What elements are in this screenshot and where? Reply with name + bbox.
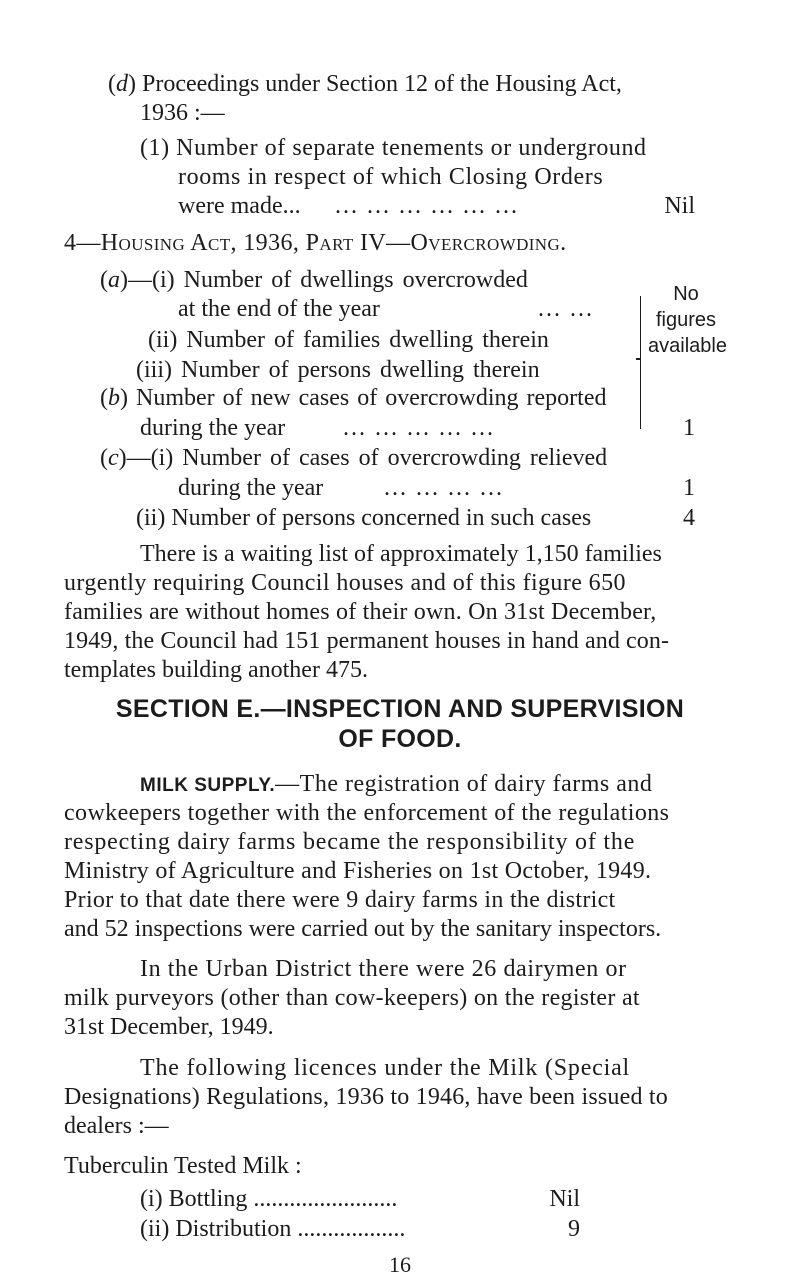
- section-4b-line2: during the year: [140, 415, 286, 441]
- section-4a-line2: at the end of the year: [178, 296, 380, 322]
- section-4c-ii-value: 4: [683, 505, 695, 531]
- label-letter: c: [108, 445, 119, 471]
- milk-para2-line2: milk purveyors (other than cow-keepers) on the register at: [64, 985, 640, 1011]
- section-e-heading-line1: SECTION E.—INSPECTION AND SUPERVISION: [115, 695, 685, 723]
- tt-item-distribution: [140, 1215, 405, 1244]
- section-4c-line2: during the year: [178, 475, 324, 501]
- label-open: (: [100, 267, 108, 293]
- section-d-title-text: Proceedings under Section 12 of the Housing Act,: [136, 71, 622, 97]
- milk-para1-line1: [140, 770, 652, 800]
- milk-para2-line1: In the Urban District there were 26 dairymen or: [140, 956, 627, 982]
- waiting-para-line4: 1949, the Council had 151 permanent houses in hand and con-: [64, 628, 670, 654]
- milk-para1-line4: Ministry of Agriculture and Fisheries on 1st October, 1949.: [64, 858, 652, 884]
- waiting-para-line5: templates building another 475.: [64, 657, 368, 683]
- section-4c-dots: ... ... ... ...: [384, 475, 504, 501]
- section-4b-dots: ... ... ... ... ...: [343, 415, 495, 441]
- section-4b-text: ) Number of new cases of overcrowding reported: [120, 385, 607, 411]
- brace-note-line1: No: [673, 283, 699, 305]
- tt-item-label: (i) Bottling: [140, 1186, 248, 1212]
- tt-milk-heading: Tuberculin Tested Milk :: [64, 1153, 302, 1179]
- section-d-item1-dots: ... ... ... ... ... ...: [335, 193, 519, 219]
- section-4c-value: 1: [683, 475, 695, 501]
- section-4-heading: 4—Housing Act, 1936, Part IV—Overcrowding.: [64, 230, 567, 256]
- brace-tip: [636, 358, 641, 360]
- tt-item-distribution-value: 9: [568, 1216, 580, 1242]
- section-4b-line1: [100, 384, 607, 413]
- brace-note-line3: available: [648, 335, 727, 357]
- milk-para3-line2: Designations) Regulations, 1936 to 1946, have been issued to: [64, 1084, 668, 1110]
- milk-para1-line2: cowkeepers together with the enforcement of the regulations: [64, 800, 670, 826]
- section-d-title-line2: 1936 :—: [140, 100, 225, 126]
- tt-item-dots: ..................: [291, 1216, 406, 1242]
- brace-note-line2: figures: [655, 309, 717, 331]
- section-4a-dots: ... ...: [538, 296, 594, 322]
- section-4a-text: )—(i) Number of dwellings overcrowded: [120, 267, 528, 293]
- milk-para3-line3: dealers :—: [64, 1113, 169, 1139]
- section-4c-line1: [100, 444, 607, 473]
- tt-item-label: (ii) Distribution: [140, 1216, 292, 1242]
- milk-para3-line1: The following licences under the Milk (Special: [140, 1055, 630, 1081]
- tt-item-bottling: [140, 1185, 397, 1214]
- milk-para1-first: —The registration of dairy farms and: [275, 771, 653, 797]
- milk-para1-line5: Prior to that date there were 9 dairy farms in the district: [64, 887, 616, 913]
- section-d-title: (d) Proceedings under Section 12 of the Housing Act,: [108, 71, 622, 97]
- section-d-item1-line2: rooms in respect of which Closing Orders: [178, 164, 604, 190]
- label-letter: b: [108, 385, 120, 411]
- section-d-letter: d: [116, 71, 128, 97]
- tt-item-dots: ........................: [247, 1186, 398, 1212]
- section-4c-ii: (ii) Number of persons concerned in such cases: [136, 505, 592, 531]
- label-open: (: [100, 445, 108, 471]
- brace-note: [648, 281, 727, 359]
- milk-para1-line3: respecting dairy farms became the responsibility of the: [64, 829, 636, 855]
- section-d-item1-line1: (1) Number of separate tenements or underground: [140, 135, 647, 161]
- waiting-para-line1: There is a waiting list of approximately 1,150 families: [140, 541, 662, 567]
- section-4a-line1: [100, 266, 528, 295]
- page-number: 16: [389, 1252, 411, 1277]
- section-d-item1-value: Nil: [664, 193, 695, 219]
- section-4a-ii: (ii) Number of families dwelling therein: [148, 327, 549, 353]
- tt-item-bottling-value: Nil: [549, 1186, 580, 1212]
- section-4a-iii: (iii) Number of persons dwelling therein: [136, 357, 540, 383]
- milk-para2-line3: 31st December, 1949.: [64, 1014, 274, 1040]
- section-4c-text: )—(i) Number of cases of overcrowding relieved: [118, 445, 608, 471]
- waiting-para-line3: families are without homes of their own. On 31st December,: [64, 599, 657, 625]
- section-d-item1-line3: were made...: [178, 193, 301, 219]
- milk-supply-lead: MILK SUPPLY.: [140, 775, 276, 796]
- label-open: (: [100, 385, 108, 411]
- label-letter: a: [108, 267, 120, 293]
- waiting-para-line2: urgently requiring Council houses and of this figure 650: [64, 570, 626, 596]
- section-4b-value: 1: [683, 415, 695, 441]
- milk-para1-line6: and 52 inspections were carried out by the sanitary inspectors.: [64, 916, 662, 942]
- section-e-heading-line2: OF FOOD.: [338, 725, 462, 753]
